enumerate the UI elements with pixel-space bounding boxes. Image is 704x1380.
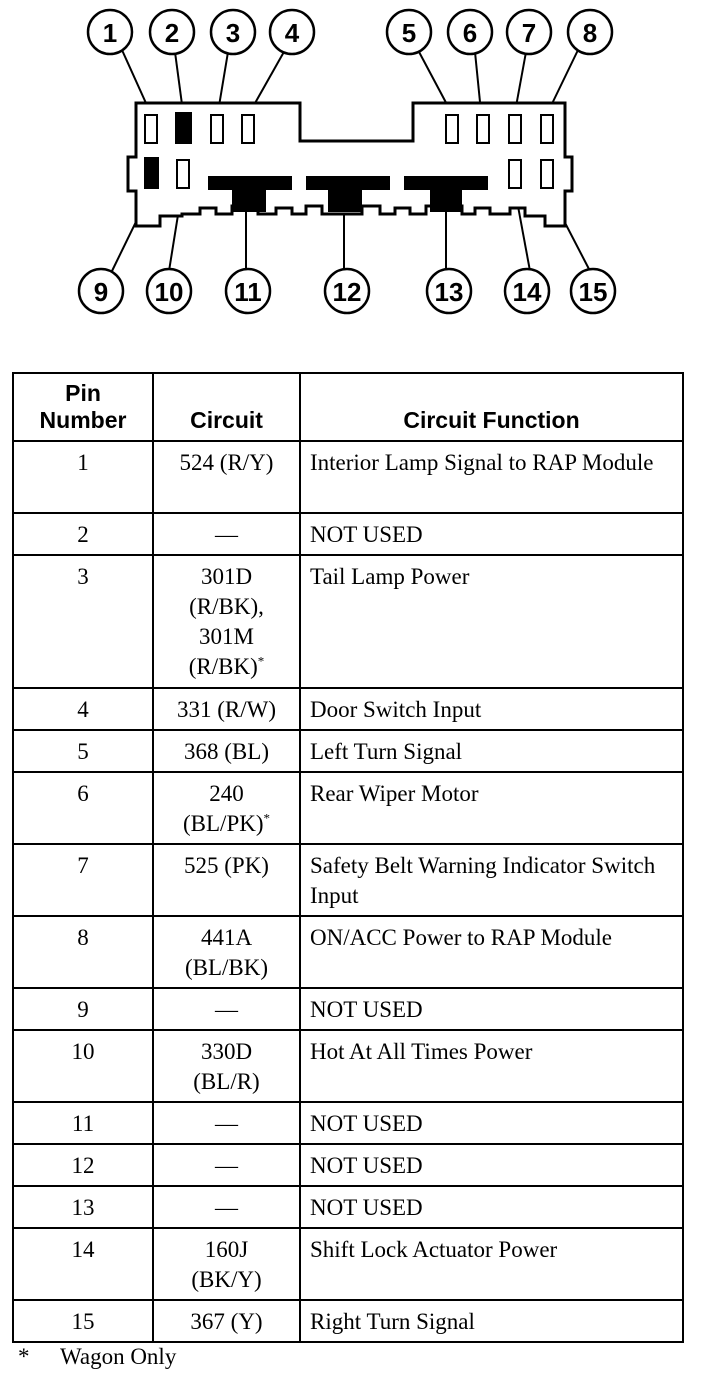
circuit-function-cell: NOT USED bbox=[300, 1186, 683, 1228]
pin-number-cell: 13 bbox=[13, 1186, 153, 1228]
circuit-function-cell: Tail Lamp Power bbox=[300, 555, 683, 688]
circuit-cell bbox=[153, 1186, 300, 1228]
circuit-line: 301D bbox=[200, 564, 253, 589]
circuit-cell bbox=[153, 988, 300, 1030]
circuit-line: 330D bbox=[200, 1039, 253, 1064]
circuit-cell bbox=[153, 844, 300, 916]
pin-number-cell: 5 bbox=[13, 730, 153, 772]
pin-label-7: 7 bbox=[521, 18, 537, 48]
circuit-cell bbox=[153, 1300, 300, 1342]
circuit-function-cell: NOT USED bbox=[300, 988, 683, 1030]
table-row bbox=[13, 1300, 683, 1342]
circuit-line: 368 (BL) bbox=[184, 739, 269, 764]
pin-label-10: 10 bbox=[154, 277, 184, 307]
pin-number-cell: 3 bbox=[13, 555, 153, 688]
circuit-function-cell: ON/ACC Power to RAP Module bbox=[300, 916, 683, 988]
circuit-function-cell: Right Turn Signal bbox=[300, 1300, 683, 1342]
table-row bbox=[13, 513, 683, 555]
pin-number-cell: 10 bbox=[13, 1030, 153, 1102]
circuit-line: 301M bbox=[199, 624, 254, 649]
circuit-cell bbox=[153, 1228, 300, 1300]
circuit-line: 525 (PK) bbox=[184, 853, 269, 878]
pin-label-5: 5 bbox=[401, 18, 417, 48]
pin-label-12: 12 bbox=[332, 277, 362, 307]
footnote-text: Wagon Only bbox=[60, 1344, 177, 1369]
circuit-function-cell: NOT USED bbox=[300, 1144, 683, 1186]
circuit-cell bbox=[153, 1030, 300, 1102]
circuit-line: — bbox=[215, 1153, 238, 1178]
pin-label-8: 8 bbox=[582, 18, 598, 48]
circuit-line: 524 (R/Y) bbox=[179, 450, 274, 475]
circuit-line: 441A bbox=[200, 925, 253, 950]
circuit-line: (R/BK)* bbox=[188, 653, 265, 679]
circuit-cell bbox=[153, 1102, 300, 1144]
table-row bbox=[13, 1030, 683, 1102]
circuit-function-cell: NOT USED bbox=[300, 513, 683, 555]
circuit-function-cell: Hot At All Times Power bbox=[300, 1030, 683, 1102]
table-row bbox=[13, 441, 683, 513]
pin-number-cell: 15 bbox=[13, 1300, 153, 1342]
pin-label-3: 3 bbox=[225, 18, 241, 48]
footnote bbox=[18, 1344, 176, 1370]
circuit-line: (BL/PK)* bbox=[183, 810, 270, 836]
pin-label-2: 2 bbox=[164, 18, 180, 48]
circuit-line: 240 bbox=[209, 781, 244, 806]
footnote-mark: * bbox=[18, 1344, 30, 1369]
table-row bbox=[13, 688, 683, 730]
pin-number-cell: 8 bbox=[13, 916, 153, 988]
table-header-row bbox=[13, 373, 683, 441]
header-circuit: Circuit bbox=[153, 373, 300, 441]
table-row bbox=[13, 1186, 683, 1228]
circuit-cell bbox=[153, 513, 300, 555]
circuit-function-cell: Door Switch Input bbox=[300, 688, 683, 730]
pin-number-cell: 1 bbox=[13, 441, 153, 513]
pin-number-cell: 14 bbox=[13, 1228, 153, 1300]
circuit-line: — bbox=[215, 1111, 238, 1136]
pin-label-1: 1 bbox=[102, 18, 118, 48]
circuit-cell bbox=[153, 772, 300, 844]
circuit-function-cell: Interior Lamp Signal to RAP Module bbox=[300, 441, 683, 513]
circuit-line: — bbox=[215, 997, 238, 1022]
circuit-function-cell: NOT USED bbox=[300, 1102, 683, 1144]
pin-number-cell: 2 bbox=[13, 513, 153, 555]
pin-number-cell: 7 bbox=[13, 844, 153, 916]
table-row bbox=[13, 916, 683, 988]
pin-label-9: 9 bbox=[93, 277, 109, 307]
table-row bbox=[13, 772, 683, 844]
pin-number-cell: 4 bbox=[13, 688, 153, 730]
circuit-line: 367 (Y) bbox=[190, 1309, 263, 1334]
table-row bbox=[13, 555, 683, 688]
table-row bbox=[13, 844, 683, 916]
circuit-cell bbox=[153, 555, 300, 688]
table-body bbox=[13, 441, 683, 1342]
connector-diagram bbox=[0, 0, 704, 330]
circuit-cell bbox=[153, 730, 300, 772]
circuit-line: — bbox=[215, 1195, 238, 1220]
circuit-function-cell: Rear Wiper Motor bbox=[300, 772, 683, 844]
pin-number-cell: 11 bbox=[13, 1102, 153, 1144]
table-row bbox=[13, 1228, 683, 1300]
circuit-function-cell: Shift Lock Actuator Power bbox=[300, 1228, 683, 1300]
circuit-cell bbox=[153, 441, 300, 513]
circuit-line: — bbox=[215, 522, 238, 547]
circuit-line: (R/BK), bbox=[189, 594, 264, 619]
table-row bbox=[13, 988, 683, 1030]
pin-number-cell: 9 bbox=[13, 988, 153, 1030]
header-circuit-function: Circuit Function bbox=[300, 373, 683, 441]
pin-number-cell: 12 bbox=[13, 1144, 153, 1186]
circuit-cell bbox=[153, 916, 300, 988]
header-pin-number: Pin Number bbox=[13, 373, 153, 441]
circuit-line: (BL/R) bbox=[193, 1069, 260, 1094]
pin-label-11: 11 bbox=[234, 277, 262, 307]
table-row bbox=[13, 1144, 683, 1186]
pin-number-cell: 6 bbox=[13, 772, 153, 844]
pin-label-14: 14 bbox=[512, 277, 542, 307]
circuit-line: (BK/Y) bbox=[191, 1267, 262, 1292]
pin-label-4: 4 bbox=[284, 18, 300, 48]
pin-table bbox=[12, 372, 684, 1343]
circuit-line: 331 (R/W) bbox=[176, 697, 276, 722]
pin-label-13: 13 bbox=[434, 277, 464, 307]
table-row bbox=[13, 730, 683, 772]
circuit-line: (BL/BK) bbox=[184, 955, 269, 980]
pin-label-6: 6 bbox=[462, 18, 478, 48]
circuit-function-cell: Left Turn Signal bbox=[300, 730, 683, 772]
circuit-cell bbox=[153, 688, 300, 730]
pin-label-15: 15 bbox=[578, 277, 608, 307]
table-row bbox=[13, 1102, 683, 1144]
circuit-line: 160J bbox=[204, 1237, 249, 1262]
circuit-cell bbox=[153, 1144, 300, 1186]
circuit-function-cell: Safety Belt Warning Indicator Switch Input bbox=[300, 844, 683, 916]
